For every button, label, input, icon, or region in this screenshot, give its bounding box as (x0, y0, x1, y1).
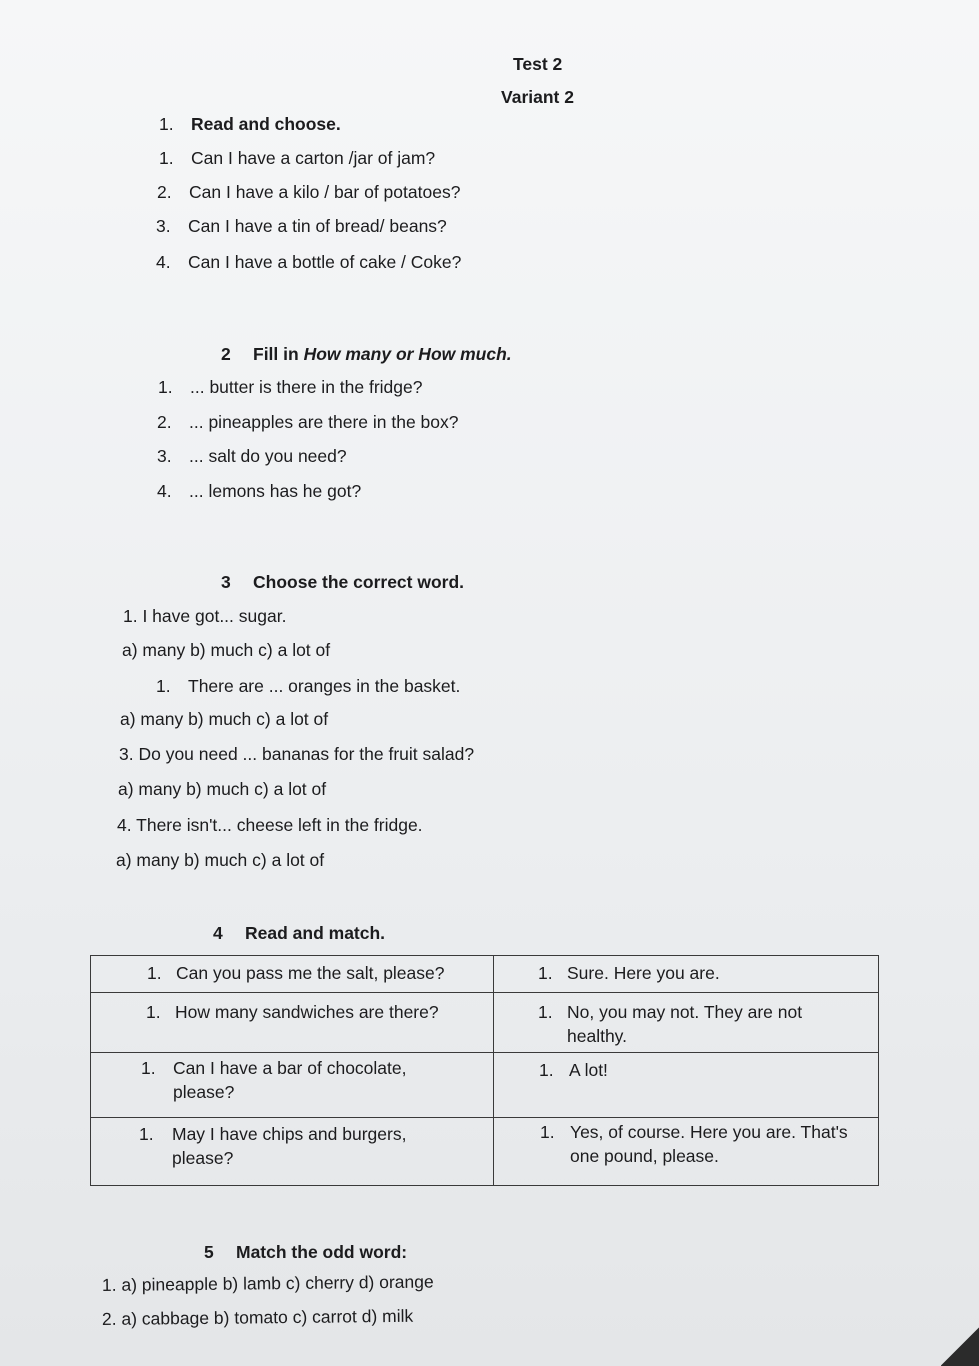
item-text: Can I have a kilo / bar of potatoes? (189, 182, 461, 202)
item-text: please? (173, 1082, 235, 1102)
section3-heading (221, 574, 464, 592)
section3-question (156, 678, 460, 696)
item-text: Yes, of course. Here you are. That's (570, 1122, 848, 1142)
section5-title: Match the odd word: (236, 1242, 408, 1262)
section1-item (156, 254, 461, 272)
item-number: 1. (146, 1002, 161, 1022)
item-number: 1. (538, 963, 553, 983)
section5-heading (204, 1244, 407, 1262)
table-cell-right (494, 993, 879, 1053)
item-number: 1. (539, 1060, 554, 1080)
section1-title: Read and choose. (191, 114, 341, 134)
table-cell-left (91, 993, 494, 1053)
table-cell-right (494, 1053, 879, 1118)
item-number: 1. (141, 1058, 156, 1078)
table-cell-left (91, 956, 494, 993)
section1-item (157, 184, 460, 202)
page-corner-shadow (941, 1326, 979, 1366)
table-cell-left (91, 1053, 494, 1118)
item-number: 1. (158, 377, 173, 397)
item-text: Can I have a bottle of cake / Coke? (188, 252, 462, 272)
section3-options: a) many b) much c) a lot of (116, 850, 325, 870)
section1-number: 1. (159, 114, 174, 134)
item-number: 3. (156, 216, 171, 236)
item-number: 4. (157, 481, 172, 501)
section3-options: a) many b) much c) a lot of (118, 779, 327, 799)
item-number: 3. (157, 446, 172, 466)
item-number: 1. (538, 1002, 553, 1022)
section2-item (158, 379, 423, 397)
variant-title: Variant 2 (501, 87, 574, 107)
section1-heading (159, 116, 341, 134)
section5-item: 1. a) pineapple b) lamb c) cherry d) orange (101, 1271, 434, 1295)
item-text: ... butter is there in the fridge? (190, 377, 423, 397)
section2-title-prefix: Fill in (253, 344, 304, 364)
section4-title: Read and match. (245, 923, 386, 943)
item-text: healthy. (567, 1026, 627, 1046)
table-row (91, 1118, 879, 1186)
item-text: Can you pass me the salt, please? (176, 963, 445, 983)
item-text: ... lemons has he got? (189, 481, 362, 501)
table-row (91, 993, 879, 1053)
section4-number: 4 (213, 923, 223, 943)
section2-item (157, 448, 347, 466)
item-text: please? (172, 1148, 234, 1168)
section5-item: 2. a) cabbage b) tomato c) carrot d) milk (101, 1305, 414, 1329)
item-text: Can I have a carton /jar of jam? (191, 148, 436, 168)
table-cell-right (494, 956, 879, 993)
item-number: 1. (159, 148, 174, 168)
table-cell-right (494, 1118, 879, 1186)
section3-question: 4. There isn't... cheese left in the fridge. (117, 815, 423, 835)
item-number: 1. (156, 676, 171, 696)
item-text: How many sandwiches are there? (175, 1002, 439, 1022)
section2-heading (221, 346, 512, 364)
item-text: Sure. Here you are. (567, 963, 720, 983)
section3-options: a) many b) much c) a lot of (122, 640, 331, 660)
section3-question: 3. Do you need ... bananas for the fruit salad? (119, 744, 475, 764)
section3-number: 3 (221, 572, 231, 592)
table-row (91, 956, 879, 993)
section4-heading (213, 925, 385, 943)
item-text: A lot! (569, 1060, 608, 1080)
section2-item (157, 414, 459, 432)
item-number: 1. (540, 1122, 555, 1142)
item-number: 4. (156, 252, 171, 272)
section2-item (157, 483, 361, 501)
item-text: No, you may not. They are not (567, 1002, 803, 1022)
item-text: one pound, please. (570, 1146, 719, 1166)
section5-number: 5 (204, 1242, 214, 1262)
match-table (90, 955, 879, 1186)
test-title: Test 2 (513, 54, 563, 74)
item-text: ... salt do you need? (189, 446, 347, 466)
item-text: Can I have a bar of chocolate, (173, 1058, 407, 1078)
section1-item (156, 218, 447, 236)
item-number: 1. (147, 963, 162, 983)
item-text: Can I have a tin of bread/ beans? (188, 216, 447, 236)
item-number: 2. (157, 182, 172, 202)
item-number: 2. (157, 412, 172, 432)
section3-options: a) many b) much c) a lot of (120, 709, 329, 729)
table-cell-left (91, 1118, 494, 1186)
item-text: ... pineapples are there in the box? (189, 412, 459, 432)
section1-item (159, 150, 435, 168)
table-row (91, 1053, 879, 1118)
item-text: May I have chips and burgers, (172, 1124, 407, 1144)
section3-title: Choose the correct word. (253, 572, 465, 592)
item-number: 1. (139, 1124, 154, 1144)
section2-number: 2 (221, 344, 231, 364)
section2-title-italic: How many or How much. (303, 344, 512, 364)
section3-question: 1. I have got... sugar. (123, 606, 287, 626)
item-text: There are ... oranges in the basket. (188, 676, 461, 696)
